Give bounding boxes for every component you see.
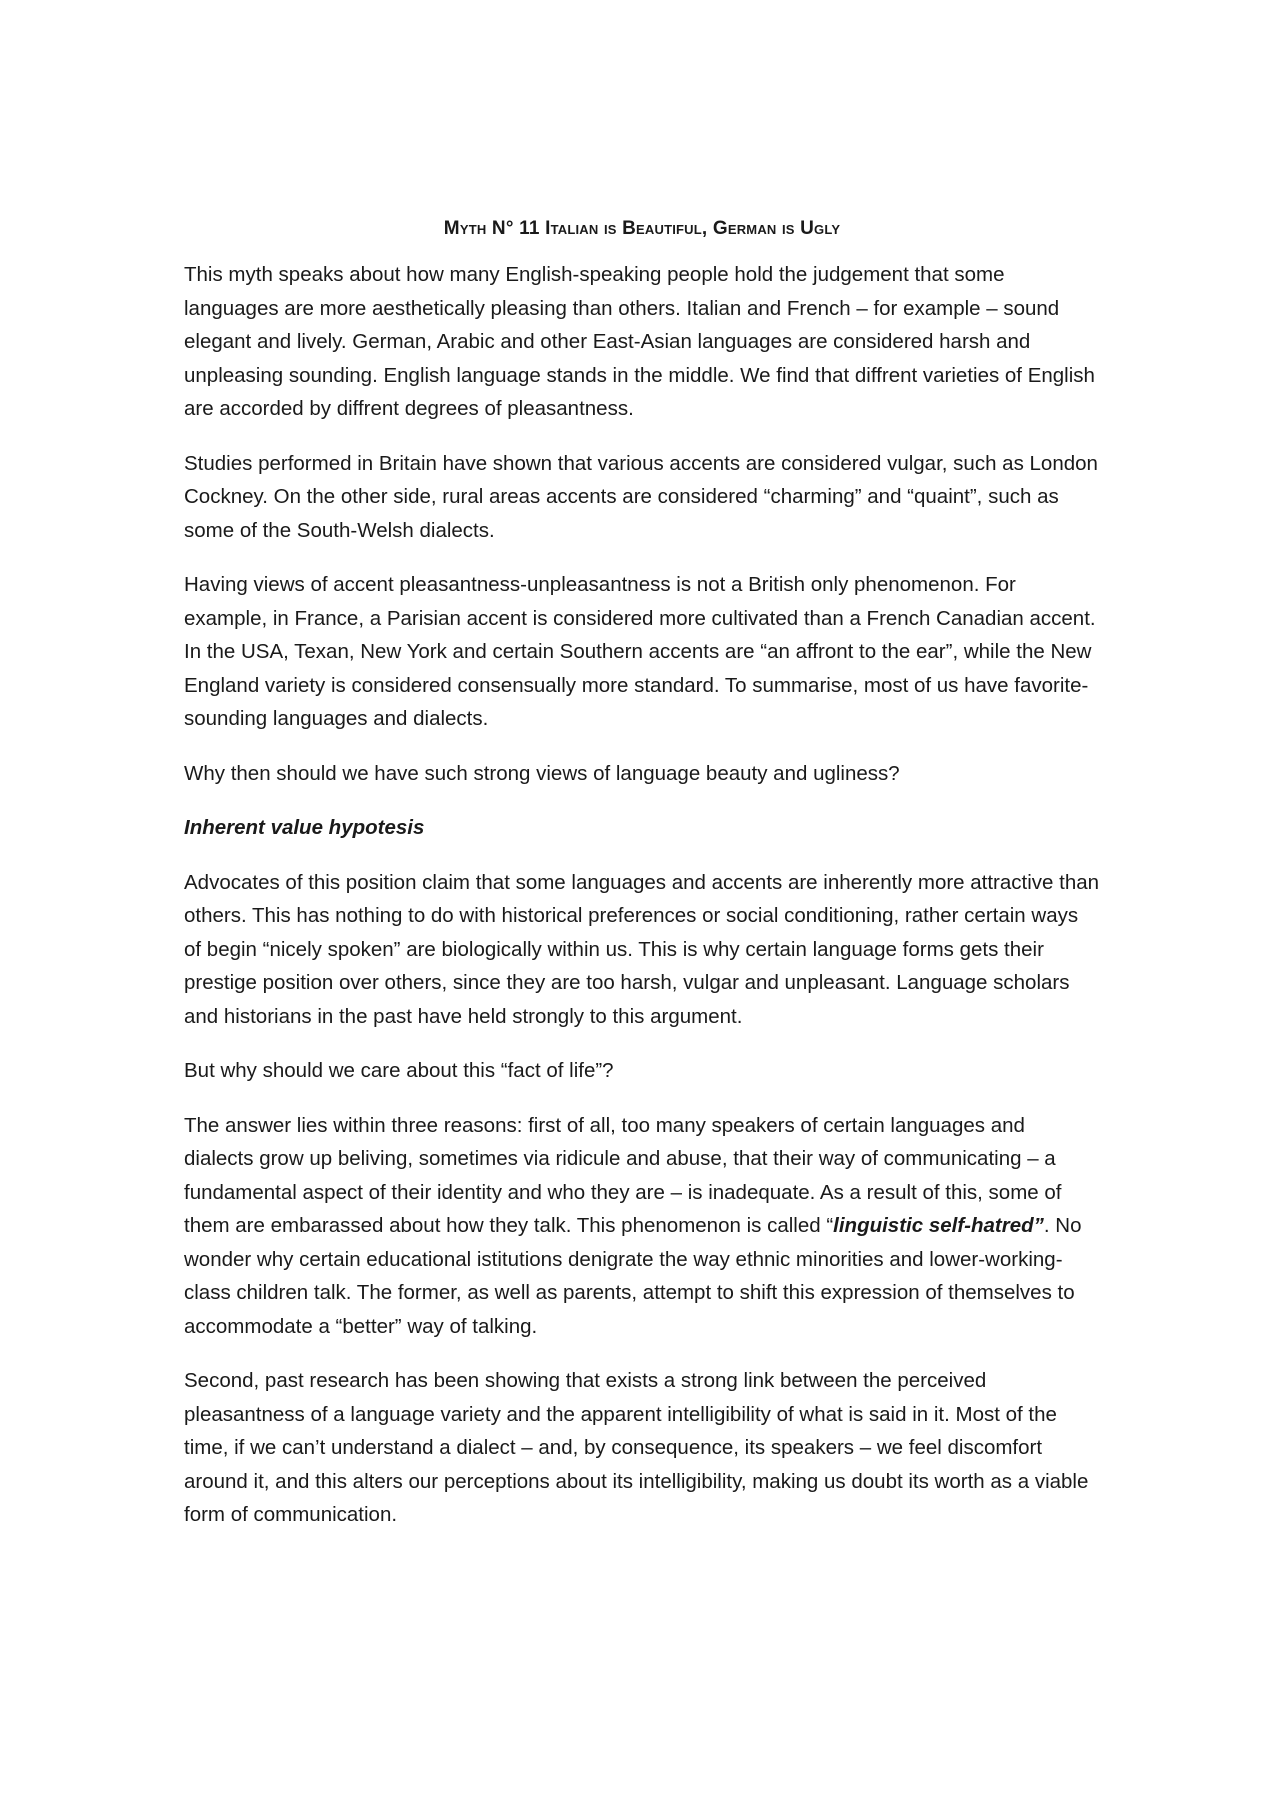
title-prefix: Myth	[443, 218, 487, 239]
page-title	[184, 214, 1100, 244]
paragraph-question: Why then should we have such strong views of language beauty and ugliness?	[184, 761, 900, 785]
paragraph-britain-studies: Studies performed in Britain have shown that various accents are considered vulgar, such as London Cockney. On the other side, rural areas accents are considered “charming” and “quaint”, such as some of the South-Welsh dialects.	[184, 451, 1098, 542]
title-rest: Italian is Beautiful, German is Ugly	[545, 218, 841, 239]
reasons-text-before: The answer lies within three reasons: first of all, too many speakers of certain languages and dialects grow up beliving, sometimes via ridicule and abuse, that their way of communicating – a fundamental aspect of their identity and who they are – is inadequate. As a result of this, some of them are embarassed about how they talk. This phenomenon is called “	[184, 1113, 1062, 1237]
paragraph-intelligibility: Second, past research has been showing that exists a strong link between the perceived pleasantness of a language variety and the apparent intelligibility of what is said in it. Most of the time, if we can’t understand a dialect – and, by consequence, its speakers – we feel discomfort around it, and this alters our perceptions about its intelligibility, making us doubt its worth as a viable form of communication.	[184, 1369, 1089, 1526]
document-page	[184, 214, 1100, 1553]
paragraph-accent-views: Having views of accent pleasantness-unpleasantness is not a British only phenomenon. For example, in France, a Parisian accent is considered more cultivated than a French Canadian accent. In the USA, Texan, New York and certain Southern accents are “an affront to the ear”, while the New England variety is considered consensually more standard. To summarise, most of us have favorite-sounding languages and dialects.	[184, 573, 1096, 730]
paragraph-advocates: Advocates of this position claim that some languages and accents are inherently more attractive than others. This has nothing to do with historical preferences or social conditioning, rather certain ways of begin “nicely spoken” are biologically within us. This is why certain language forms gets their prestige position over others, since they are too harsh, vulgar and unpleasant. Language scholars and historians in the past have held strongly to this argument.	[184, 870, 1100, 1028]
paragraph-fact-of-life: But why should we care about this “fact of life”?	[184, 1059, 614, 1082]
subheading-inherent-value: Inherent value hypotesis	[184, 816, 425, 839]
title-number: N° 11	[491, 218, 540, 239]
linguistic-self-hatred-term: linguistic self-hatred”	[833, 1214, 1044, 1237]
paragraph-three-reasons	[184, 1109, 1100, 1344]
reasons-text-after: . No wonder why certain educational istitutions denigrate the way ethnic minorities and lower-working-class children talk. The former, as well as parents, attempt to shift this expression of themselves to accommodate a “better” way of talking.	[184, 1214, 1082, 1338]
paragraph-intro: This myth speaks about how many English-speaking people hold the judgement that some languages are more aesthetically pleasing than others. Italian and French – for example – sound elegant and lively. German, Arabic and other East-Asian languages are considered harsh and unpleasing sounding. English language stands in the middle. We find that diffrent varieties of English are accorded by diffrent degrees of pleasantness.	[184, 263, 1095, 420]
